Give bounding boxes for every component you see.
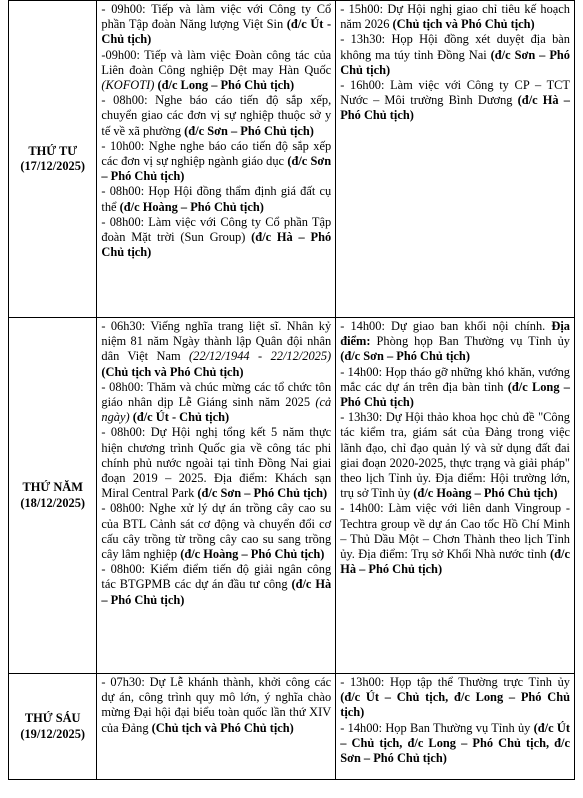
item-person: (đ/c Út - Chủ tịch) <box>101 17 332 47</box>
afternoon-cell <box>336 674 575 780</box>
afternoon-cell <box>336 1 575 318</box>
schedule-item <box>340 78 570 124</box>
item-text: - 16h00: Làm việc với Công ty CP – TCT Nước – Môi trường Bình Dương <box>340 78 570 108</box>
day-name: THỨ NĂM <box>22 480 83 495</box>
item-person: (đ/c Hoàng – Phó Chủ tịch) <box>413 486 558 501</box>
schedule-item <box>340 410 570 501</box>
schedule-item <box>101 319 331 380</box>
item-text: - 10h00: Nghe nghe báo cáo tiến độ sắp xếp các đơn vị sự nghiệp ngành giáo dục <box>101 138 332 169</box>
item-person: (đ/c Út - Chủ tịch) <box>132 410 230 425</box>
item-text: - 14h00: Họp tháo gỡ những khó khăn, vướng mắc các dự án trên địa bàn tỉnh <box>340 364 570 394</box>
morning-cell <box>97 1 336 318</box>
schedule-item <box>340 2 570 32</box>
item-person: (đ/c Hoàng – Phó Chủ tịch) <box>119 199 264 214</box>
item-text: - 15h00: Dự Hội nghị giao chỉ tiêu kế hoạch năm 2026 <box>340 2 570 32</box>
item-italic: (KOFOTI) <box>101 78 155 93</box>
item-text: - 13h00: Họp tập thể Thường trực Tỉnh ủy <box>340 675 570 689</box>
item-text: - 08h00: Nghe báo cáo tiến độ sắp xếp, chuyển giao các đơn vị sự nghiệp thuộc sở y tế về xã phường <box>101 93 332 138</box>
schedule-row-wednesday <box>9 1 575 318</box>
item-text: - 08h00: Kiểm điểm tiến độ giải ngân công tác BTGPMB các dự án đầu tư công <box>101 562 332 592</box>
day-cell <box>9 1 97 318</box>
item-person: (đ/c Hà – Phó Chủ tịch) <box>101 577 332 607</box>
item-text: - 08h00: Thăm và chúc mừng các tổ chức tôn giáo nhân dịp Lễ Giáng sinh năm 2025 <box>101 379 332 410</box>
item-person: (Chủ tịch và Phó Chủ tịch) <box>101 364 244 379</box>
item-text: -09h00: Tiếp và làm việc Đoàn công tác của Liên đoàn Công nghiệp Dệt may Hàn Quốc <box>101 47 332 77</box>
item-text: - 14h00: Làm việc với liên danh Vingroup - Techtra group về dự án Cao tốc Hồ Chí Minh – Thủ Dầu Một – Chơn Thành theo lịch Tỉnh ủy. Địa điểm: Trụ sở Khối Nhà nước tỉnh <box>340 501 570 562</box>
item-italic: (cả ngày) <box>101 395 332 425</box>
schedule-item <box>101 675 331 736</box>
item-text: Phòng họp Ban Thường vụ Tỉnh ủy <box>370 334 570 349</box>
day-name: THỨ TƯ <box>28 143 78 158</box>
item-person: (đ/c Sơn – Phó Chủ tịch) <box>340 349 470 364</box>
morning-cell <box>97 318 336 674</box>
item-text: - 08h00: Họp Hội đồng thẩm định giá đất cụ thể <box>101 184 332 214</box>
item-text: - 08h00: Dự Hội nghị tổng kết 5 năm thực hiện chương trình Quốc gia về công tác phi chính phủ nước ngoài tại tỉnh Đồng Nai giai đoạn 2019 – 2025. Địa điểm: Khách sạn Miral Central Park <box>101 425 332 501</box>
item-text: - 13h30: Họp Hội đồng xét duyệt địa bàn không ma túy tỉnh Đồng Nai <box>340 32 570 62</box>
item-person: (đ/c Hà – Phó Chủ tịch) <box>101 230 332 260</box>
schedule-item <box>340 32 570 78</box>
item-person: (Chủ tịch và Phó Chủ tịch) <box>151 720 294 735</box>
item-person: (đ/c Sơn – Phó Chủ tịch) <box>197 486 328 501</box>
item-text: - 07h30: Dự Lễ khánh thành, khởi công các dự án, công trình quy mô lớn, ý nghĩa chào mừng Đại hội đại biểu toàn quốc lần thứ XIV của Đảng <box>101 675 332 735</box>
item-person: (đ/c Hoàng – Phó Chủ tịch) <box>180 547 325 562</box>
schedule-item <box>340 319 570 365</box>
item-text: - 09h00: Tiếp và làm việc với Công ty Cổ phần Tập đoàn Năng lượng Việt Sin <box>101 2 332 32</box>
schedule-item <box>340 675 570 721</box>
schedule-row-thursday <box>9 318 575 674</box>
item-person: (Chủ tịch và Phó Chủ tịch) <box>392 17 535 32</box>
item-label-bold: Địa điểm: <box>340 319 570 349</box>
schedule-row-friday <box>9 674 575 780</box>
schedule-item <box>101 48 331 94</box>
schedule-item <box>101 184 331 214</box>
item-person: (đ/c Hà – Phó Chủ tịch) <box>340 547 570 577</box>
item-person: (đ/c Út – Chủ tịch, đ/c Long – Phó Chủ tịch) <box>340 690 570 720</box>
day-cell <box>9 674 97 780</box>
schedule-item <box>101 501 331 562</box>
item-text: - 08h00: Làm việc với Công ty Cổ phần Tập đoàn Mặt trời (Sun Group) <box>101 214 332 245</box>
schedule-item <box>340 501 570 577</box>
schedule-item <box>101 139 331 185</box>
day-date: (17/12/2025) <box>20 159 86 173</box>
day-date: (18/12/2025) <box>20 495 86 510</box>
item-person: (đ/c Út – Chủ tịch, đ/c Long – Phó Chủ tịch, đ/c Sơn – Phó Chủ tịch) <box>340 720 570 766</box>
schedule-item <box>101 425 331 501</box>
item-text: - 14h00: Dự giao ban khối nội chính. <box>340 319 552 333</box>
item-text: - 13h30: Dự Hội thảo khoa học chủ đề "Công tác kiểm tra, giám sát của Đảng trong việc lãnh đạo, chỉ đạo quản lý và sử dụng đất đai giai đoạn 2020-2025, thực trạng và giải pháp" theo lịch Tỉnh ủy. Địa điểm: Hội trường lớn, trụ sở Tỉnh ủy <box>340 410 570 501</box>
morning-cell <box>97 674 336 780</box>
schedule-table <box>8 0 575 780</box>
schedule-item <box>101 2 331 48</box>
item-person: (đ/c Long – Phó Chủ tịch) <box>157 78 295 93</box>
schedule-item <box>101 93 331 139</box>
item-italic: (22/12/1944 - 22/12/2025) <box>189 349 332 364</box>
item-person: (đ/c Sơn – Phó Chủ tịch) <box>184 123 314 138</box>
day-cell <box>9 318 97 674</box>
item-text: - 08h00: Nghe xử lý dự án trồng cây cao su của BTL Cảnh sát cơ động và chuyển đổi cơ cấu cây trồng từ trồng cây cao su sang trồng cây lâm nghiệp <box>101 501 332 562</box>
item-person: (đ/c Long – Phó Chủ tịch) <box>340 379 570 410</box>
item-text: - 14h00: Họp Ban Thường vụ Tỉnh ủy <box>340 720 534 735</box>
item-person: (đ/c Sơn – Phó Chủ tịch) <box>340 47 570 77</box>
day-name: THỨ SÁU <box>24 711 81 726</box>
schedule-item <box>101 380 331 426</box>
schedule-item <box>340 365 570 411</box>
afternoon-cell <box>336 318 575 674</box>
day-date: (19/12/2025) <box>20 726 86 741</box>
schedule-item <box>340 721 570 767</box>
item-text: - 06h30: Viếng nghĩa trang liệt sĩ. Nhân kỷ niệm 81 năm Ngày thành lập Quân đội nhân dân Việt Nam <box>101 319 332 364</box>
schedule-item <box>101 562 331 608</box>
item-person: (đ/c Sơn – Phó Chủ tịch) <box>101 154 332 184</box>
item-person: (đ/c Hà – Phó Chủ tịch) <box>340 93 570 123</box>
schedule-item <box>101 215 331 261</box>
